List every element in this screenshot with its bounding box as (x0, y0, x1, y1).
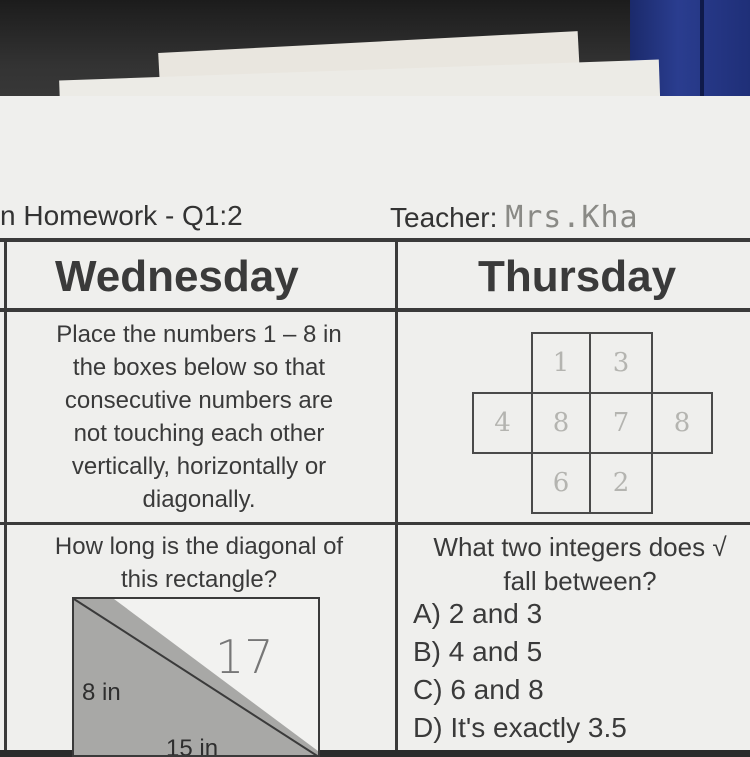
question-line: this rectangle? (120, 566, 278, 593)
teacher-header (390, 200, 639, 235)
prompt-line: consecutive numbers are (64, 387, 334, 414)
grid-cell[interactable]: 3 (589, 332, 653, 394)
prompt-line: the boxes below so that (72, 354, 326, 381)
left-column-rule (4, 240, 7, 750)
grid-cell[interactable]: 8 (531, 392, 591, 454)
diagonal-shading (74, 599, 320, 757)
question-line: fall between? (503, 566, 657, 596)
middle-column-rule (395, 240, 398, 750)
thursday-heading: Thursday (478, 252, 677, 301)
integers-question (410, 530, 750, 598)
question-line: What two integers does √ (433, 532, 727, 562)
side-label: 8 in (82, 679, 121, 706)
grid-cell[interactable]: 7 (589, 392, 653, 454)
prompt-line: vertically, horizontally or (71, 453, 327, 480)
bottom-label: 15 in (166, 735, 219, 757)
choice-a[interactable]: A) 2 and 3 (413, 598, 543, 629)
diagonal-question (14, 530, 384, 596)
prompt-line: not touching each other (73, 420, 325, 447)
prompt-line: Place the numbers 1 – 8 in (56, 321, 342, 348)
question-line: How long is the diagonal of (54, 533, 344, 560)
rectangle-figure (72, 597, 320, 757)
choice-c[interactable]: C) 6 and 8 (413, 674, 544, 705)
choice-d[interactable]: D) It's exactly 3.5 (413, 712, 627, 743)
handwritten-answer: 17 (215, 630, 274, 684)
header-rule (0, 238, 750, 242)
prompt-line: diagonally. (142, 486, 256, 513)
grid-cell[interactable]: 6 (531, 452, 591, 514)
choice-b[interactable]: B) 4 and 5 (413, 636, 543, 667)
puzzle-prompt (14, 318, 384, 516)
grid-cell[interactable]: 4 (472, 392, 533, 454)
teacher-label: Teacher: (390, 202, 498, 233)
day-rule (0, 308, 750, 312)
grid-cell[interactable]: 8 (651, 392, 713, 454)
grid-cell[interactable]: 1 (531, 332, 591, 394)
grid-cell[interactable]: 2 (589, 452, 653, 514)
homework-title: n Homework - Q1:2 (0, 200, 243, 231)
row-rule (0, 522, 750, 525)
teacher-name: Mrs.Kha (505, 200, 639, 235)
wednesday-heading: Wednesday (55, 252, 299, 301)
